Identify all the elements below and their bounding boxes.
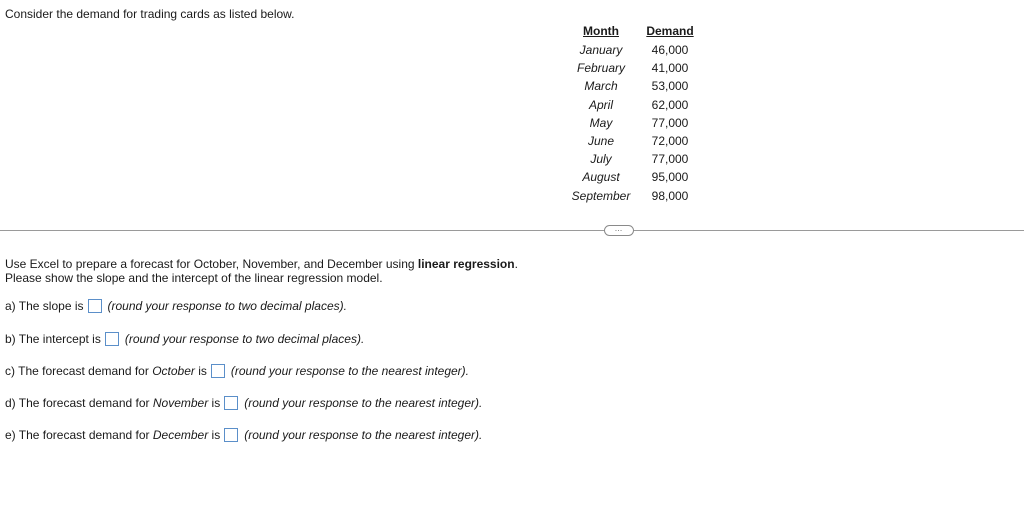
- instructions-line-1: [5, 257, 518, 271]
- question-d-hint: (round your response to the nearest integer).: [244, 396, 483, 410]
- demand-cell: 77,000: [651, 152, 689, 167]
- slope-answer-input[interactable]: [88, 299, 102, 313]
- question-d-post: is: [208, 396, 221, 410]
- november-answer-input[interactable]: [224, 396, 238, 410]
- instructions-period: .: [514, 257, 518, 271]
- instructions-bold-term: linear regression: [417, 257, 515, 271]
- question-d: [5, 396, 482, 410]
- month-cell: January: [579, 43, 623, 58]
- month-cell: March: [584, 79, 618, 94]
- month-cell: April: [588, 97, 613, 112]
- demand-cell: 98,000: [651, 188, 689, 203]
- question-d-pre: d) The forecast demand for: [5, 396, 153, 410]
- question-c-label: [5, 364, 207, 378]
- question-e-pre: e) The forecast demand for: [5, 428, 153, 442]
- table-row: [567, 77, 703, 95]
- table-row: [567, 114, 703, 132]
- month-cell: June: [587, 134, 615, 149]
- question-c-month: October: [152, 364, 195, 378]
- section-divider: [0, 230, 1024, 231]
- question-d-label: [5, 396, 220, 410]
- question-e-post: is: [208, 428, 221, 442]
- question-c-post: is: [194, 364, 207, 378]
- table-row: [567, 150, 703, 168]
- october-answer-input[interactable]: [211, 364, 225, 378]
- question-c: [5, 364, 469, 378]
- question-d-month: November: [152, 396, 209, 410]
- intercept-answer-input[interactable]: [105, 332, 119, 346]
- question-e-hint: (round your response to the nearest integer).: [244, 428, 483, 442]
- month-header: Month: [583, 24, 619, 38]
- question-b-label: b) The intercept is: [5, 332, 101, 346]
- question-c-hint: (round your response to the nearest integer).: [230, 364, 470, 378]
- expand-button[interactable]: …: [604, 225, 634, 236]
- table-row: [567, 41, 703, 59]
- month-cell: May: [589, 115, 613, 130]
- question-a-hint: (round your response to two decimal places).: [107, 299, 347, 313]
- demand-cell: 77,000: [651, 115, 689, 130]
- instructions: [5, 257, 518, 285]
- question-e-label: [5, 428, 220, 442]
- month-cell: September: [571, 188, 631, 203]
- month-cell: August: [582, 170, 620, 185]
- table-row: [567, 187, 703, 205]
- month-cell: February: [576, 61, 626, 76]
- december-answer-input[interactable]: [224, 428, 238, 442]
- question-b: [5, 332, 364, 346]
- instructions-text: Use Excel to prepare a forecast for October, November, and December using: [5, 257, 418, 271]
- question-e: [5, 428, 482, 442]
- demand-cell: 95,000: [651, 170, 689, 185]
- table-row: [567, 168, 703, 186]
- question-a-label: a) The slope is: [5, 299, 84, 313]
- demand-header: Demand: [646, 24, 694, 38]
- question-a: [5, 299, 347, 313]
- demand-table: [567, 23, 703, 205]
- demand-cell: 53,000: [651, 79, 689, 94]
- table-row: [567, 132, 703, 150]
- table-row: [567, 96, 703, 114]
- month-cell: July: [590, 152, 612, 167]
- demand-cell: 72,000: [651, 134, 689, 149]
- table-row: [567, 59, 703, 77]
- demand-cell: 62,000: [651, 97, 689, 112]
- instructions-line-2: Please show the slope and the intercept of the linear regression model.: [5, 271, 383, 285]
- intro-text: Consider the demand for trading cards as listed below.: [5, 7, 295, 21]
- question-b-hint: (round your response to two decimal places).: [124, 332, 365, 346]
- demand-cell: 41,000: [651, 61, 689, 76]
- demand-cell: 46,000: [651, 43, 689, 58]
- question-e-month: December: [152, 428, 209, 442]
- question-c-pre: c) The forecast demand for: [5, 364, 153, 378]
